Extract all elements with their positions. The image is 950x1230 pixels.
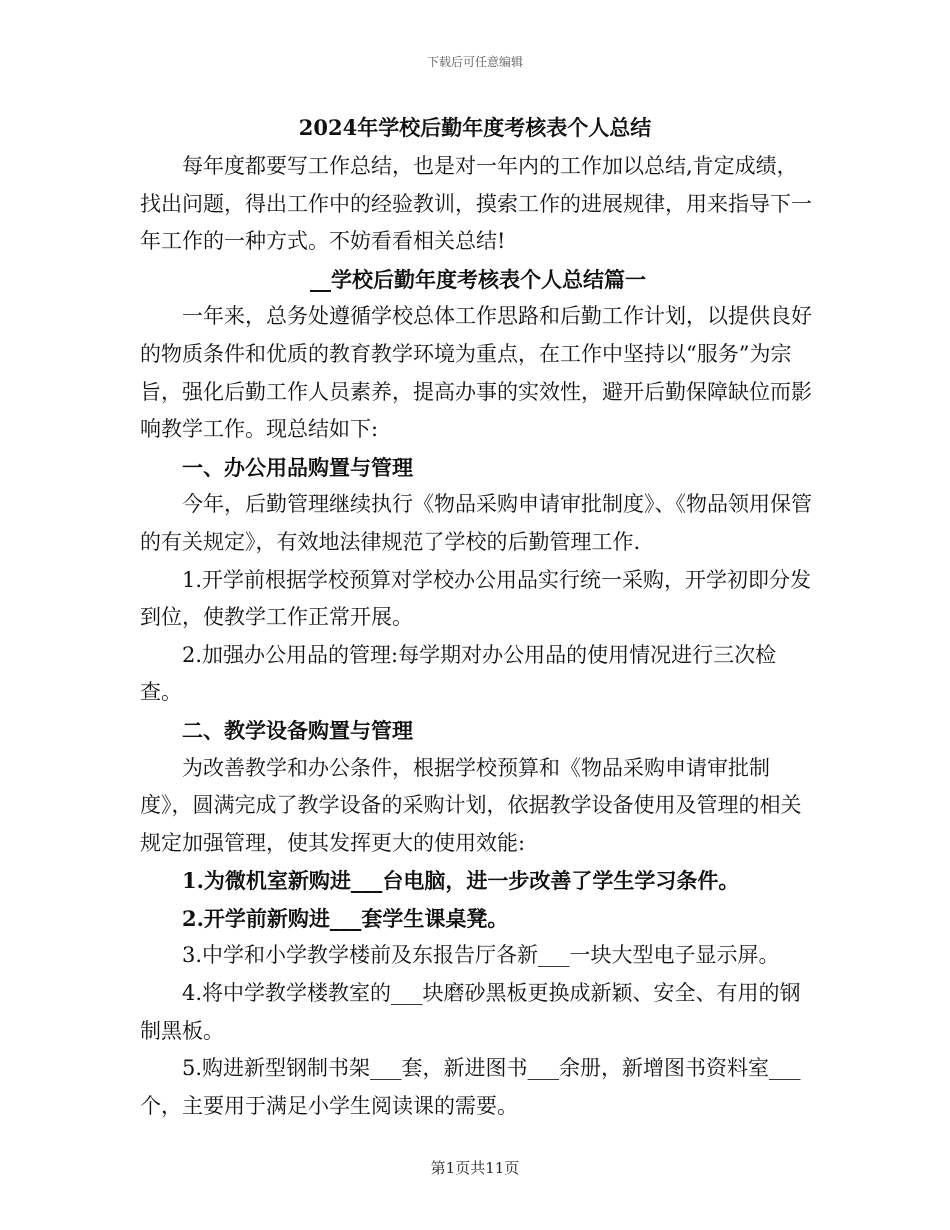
header-note: 下载后可任意编辑 <box>426 55 523 69</box>
section2-paragraph: 为改善教学和办公条件，根据学校预算和《物品采购申请审批制度》，圆满完成了教学设备的采购计划，依据教学设备使用及管理的相关规定加强管理，使其发挥更大的使用效能: <box>140 755 802 855</box>
section1-item-2: 2.加强办公用品的管理:每学期对办公用品的使用情况进行三次检查。 <box>140 642 777 705</box>
section1-item-1: 1.开学前根据学校预算对学校办公用品实行统一采购，开学初即分发到位，使教学工作正常开展。 <box>140 567 812 630</box>
intro-paragraph: 每年度都要写工作总结，也是对一年内的工作加以总结,肯定成绩，找出问题，得出工作中的经验教训，摸索工作的进展规律，用来指导下一年工作的一种方式。不妨看看相关总结! <box>140 154 812 254</box>
section1-paragraph: 今年，后勤管理继续执行《物品采购申请审批制度》、《物品领用保管的有关规定》，有效地法律规范了学校的后勤管理工作. <box>140 492 812 554</box>
section2-item-1: 1.为微机室新购进___台电脑，进一步改善了学生学习条件。 <box>182 868 740 894</box>
document-body <box>140 148 816 1125</box>
section2-item-4: 4.将中学教学楼教室的___块磨砂黑板更换成新颖、安全、有用的钢制黑板。 <box>140 981 801 1043</box>
section2-heading: 二、教学设备购置与管理 <box>182 717 413 743</box>
part-title: __学校后勤年度考核表个人总结篇一 <box>310 266 646 292</box>
section2-item-3: 3.中学和小学教学楼前及东报告厅各新___一块大型电子显示屏。 <box>182 943 780 968</box>
section1-heading: 一、办公用品购置与管理 <box>182 454 413 480</box>
section2-item-2: 2.开学前新购进___套学生课桌凳。 <box>182 905 509 931</box>
section2-item-5: 5.购进新型钢制书架___套，新进图书___余册，新增图书资料室___个，主要用于满足小学生阅读课的需要。 <box>140 1056 801 1118</box>
opening-paragraph: 一年来，总务处遵循学校总体工作思路和后勤工作计划，以提供良好的物质条件和优质的教育教学环境为重点，在工作中坚持以“服务”为宗旨，强化后勤工作人员素养，提高办事的实效性，避开后勤保障缺位而影响教学工作。现总结如下: <box>140 304 812 442</box>
document-title: 2024年学校后勤年度考核表个人总结 <box>298 115 652 140</box>
page-indicator: 第1页共11页 <box>430 1159 520 1177</box>
